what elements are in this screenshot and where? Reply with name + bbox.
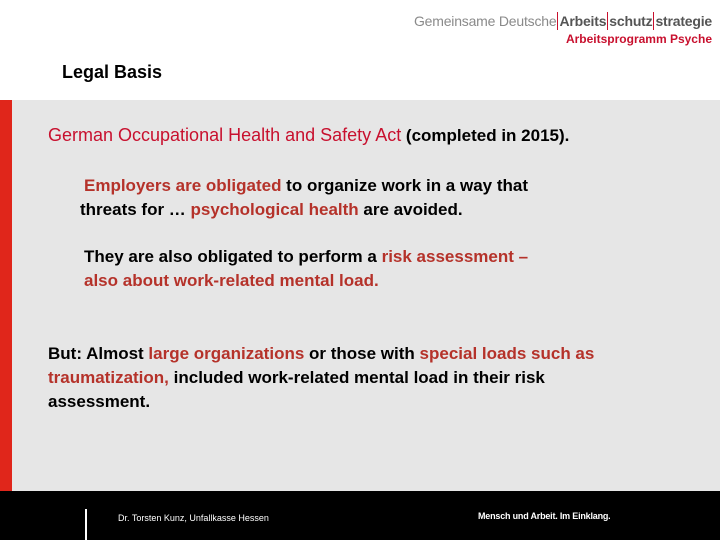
text-line bbox=[48, 342, 713, 366]
slide-footer bbox=[0, 491, 720, 540]
highlight-employers-obligated: Employers are obligated bbox=[84, 176, 282, 195]
text-run: to organize work in a way that bbox=[281, 176, 528, 195]
paragraph-risk-assessment bbox=[84, 245, 644, 293]
text-line bbox=[80, 198, 640, 222]
paragraph-but bbox=[48, 342, 713, 414]
highlight-traumatization: traumatization, bbox=[48, 368, 169, 387]
highlight-large-organizations: large organizations bbox=[148, 344, 305, 363]
text-line bbox=[80, 174, 640, 198]
text-run: They are also obligated to perform a bbox=[84, 247, 382, 266]
text-line bbox=[48, 366, 713, 390]
highlight-risk-assessment: risk assessment – bbox=[381, 247, 529, 266]
slide-header bbox=[0, 0, 720, 100]
accent-side-bar bbox=[0, 100, 12, 491]
logo-subline: Arbeitsprogramm Psyche bbox=[565, 32, 712, 46]
logo-wordmark bbox=[414, 12, 712, 30]
highlight-psychological-health: psychological health bbox=[190, 200, 359, 219]
text-run: or those with bbox=[304, 344, 420, 363]
act-name: German Occupational Health and Safety Act bbox=[48, 125, 402, 145]
footer-claim: Mensch und Arbeit. Im Einklang. bbox=[478, 511, 611, 521]
text-line bbox=[84, 245, 644, 269]
logo-part-gemeinsame: Gemeinsame Deutsche bbox=[413, 13, 557, 29]
logo-part-strategie: strategie bbox=[655, 13, 712, 29]
paragraph-employers-obligation bbox=[80, 174, 640, 222]
footer-divider bbox=[85, 509, 87, 540]
paragraph-act bbox=[48, 123, 569, 148]
logo-part-arbeits: Arbeits bbox=[559, 13, 607, 29]
slide-content bbox=[0, 100, 720, 491]
text-run: But: Almost bbox=[48, 344, 149, 363]
text-line-mental-load: also about work-related mental load. bbox=[84, 271, 379, 290]
act-completion-note: (completed in 2015). bbox=[401, 126, 570, 145]
text-run: are avoided. bbox=[358, 200, 463, 219]
gda-logo bbox=[414, 12, 712, 46]
footer-author: Dr. Torsten Kunz, Unfallkasse Hessen bbox=[118, 513, 269, 523]
text-run: included work-related mental load in their risk bbox=[168, 368, 545, 387]
text-run: threats for … bbox=[80, 200, 191, 219]
slide-title: Legal Basis bbox=[62, 62, 163, 82]
highlight-special-loads: special loads such as bbox=[419, 344, 595, 363]
logo-part-schutz: schutz bbox=[609, 13, 653, 29]
text-line: assessment. bbox=[48, 392, 151, 411]
